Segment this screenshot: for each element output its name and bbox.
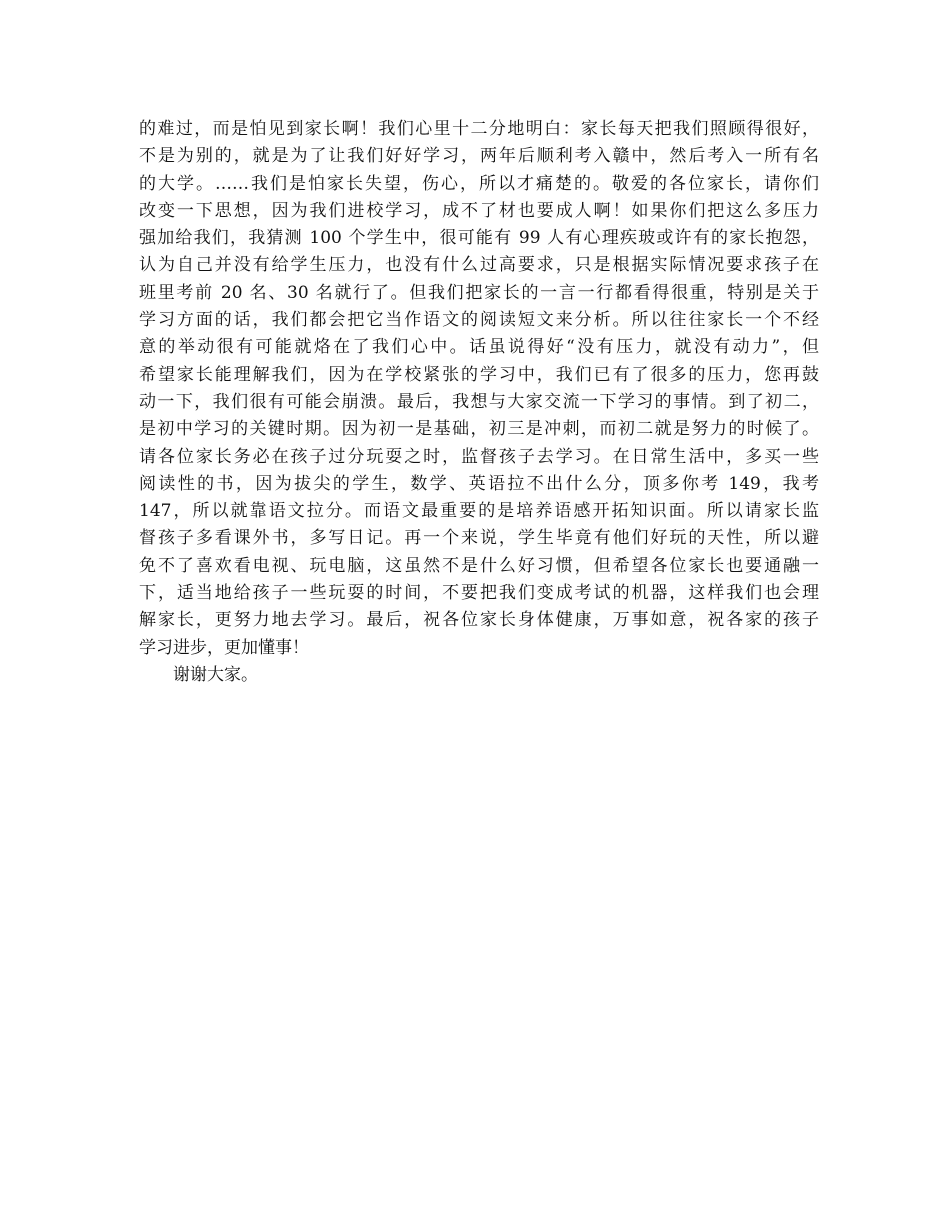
text-line: 希望家长能理解我们，因为在学校紧张的学习中，我们已有了很多的压力，您再鼓 (139, 364, 819, 385)
text-line: 班里考前 20 名、30 名就行了。但我们把家长的一言一行都看得很重，特别是关于 (139, 282, 819, 303)
text-line: 意的举动很有可能就烙在了我们心中。话虽说得好“没有压力，就没有动力”，但 (139, 337, 819, 358)
text-line: 下，适当地给孩子一些玩耍的时间，不要把我们变成考试的机器，这样我们也会理 (139, 583, 819, 604)
text-line: 的大学。……我们是怕家长失望，伤心，所以才痛楚的。敬爱的各位家长，请你们 (139, 173, 819, 194)
speech-body (139, 116, 819, 689)
text-line: 学习方面的话，我们都会把它当作语文的阅读短文来分析。所以往往家长一个不经 (139, 310, 819, 331)
text-line: 147，所以就靠语文拉分。而语文最重要的是培养语感开拓知识面。所以请家长监 (139, 501, 819, 522)
text-line: 解家长，更努力地去学习。最后，祝各位家长身体健康，万事如意，祝各家的孩子 (139, 610, 819, 631)
text-line: 督孩子多看课外书，多写日记。再一个来说，学生毕竟有他们好玩的天性，所以避 (139, 528, 819, 549)
text-line: 的难过，而是怕见到家长啊！我们心里十二分地明白：家长每天把我们照顾得很好， (139, 119, 819, 139)
text-line: 阅读性的书，因为拔尖的学生，数学、英语拉不出什么分，顶多你考 149，我考 (139, 473, 819, 494)
text-line: 强加给我们，我猜测 100 个学生中，很可能有 99 人有心理疾玻或许有的家长抱怨， (139, 228, 819, 249)
text-line: 请各位家长务必在孩子过分玩耍之时，监督孩子去学习。在日常生活中，多买一些 (139, 446, 819, 467)
text-line: 不是为别的，就是为了让我们好好学习，两年后顺利考入赣中，然后考入一所有名 (139, 146, 819, 167)
closing-line: 谢谢大家。 (173, 664, 258, 685)
text-line: 改变一下思想，因为我们进校学习，成不了材也要成人啊！如果你们把这么多压力 (139, 200, 819, 221)
text-line: 学习进步，更加懂事！ (139, 637, 309, 658)
text-line: 认为自己并没有给学生压力，也没有什么过高要求，只是根据实际情况要求孩子在 (139, 255, 819, 276)
text-line: 免不了喜欢看电视、玩电脑，这虽然不是什么好习惯，但希望各位家长也要通融一 (139, 555, 819, 576)
text-line: 动一下，我们很有可能会崩溃。最后，我想与大家交流一下学习的事情。到了初二， (139, 391, 819, 412)
text-line: 是初中学习的关键时期。因为初一是基础，初三是冲刺，而初二就是努力的时候了。 (139, 419, 819, 440)
